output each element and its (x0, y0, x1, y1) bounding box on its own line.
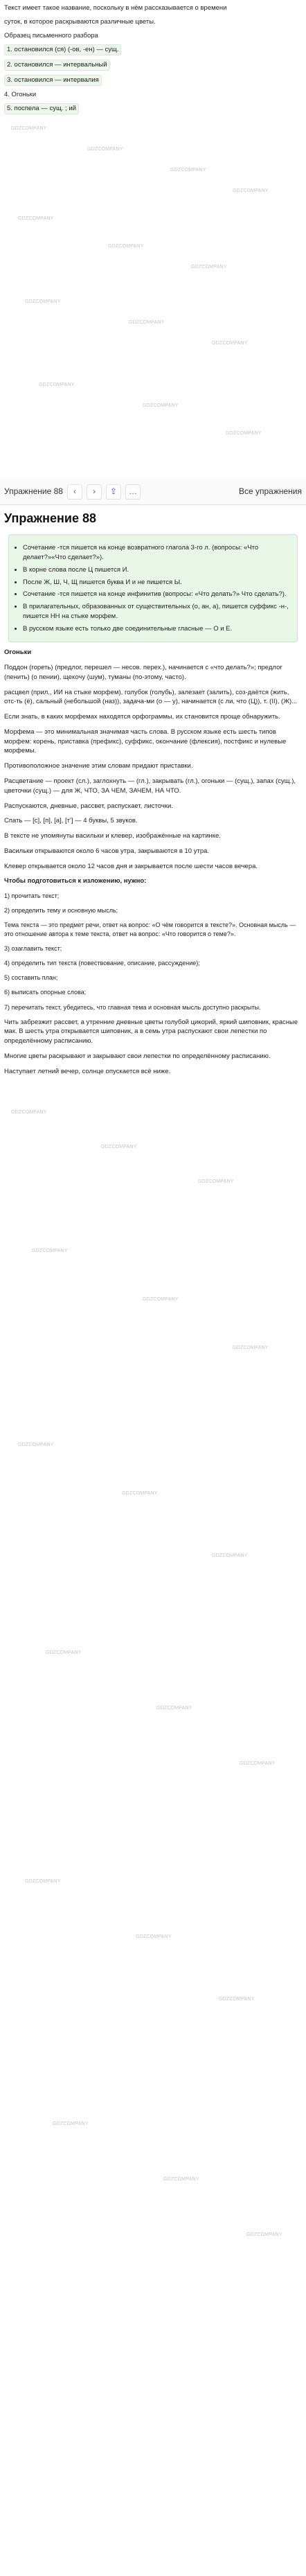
watermark: GDZCOMPANY (143, 403, 179, 409)
more-button[interactable]: … (125, 484, 141, 500)
paragraph: 3) озаглавить текст; (4, 945, 62, 953)
paragraph: Чить забрезжит рассвет, а утренние дневные цветы голубой цикорий, яркий шиповник, красные мак. В шесть утра открывается шиповник, а в семь утра распускают свои лепестки по определённому расписанию. (4, 1018, 298, 1046)
paragraph: Огоньки (4, 649, 32, 657)
watermark: GDZCOMPANY (25, 299, 61, 305)
watermark: GDZCOMPANY (240, 1761, 276, 1767)
watermark: GDZCOMPANY (219, 1997, 255, 2002)
paragraph: расцвел (прил., ИИ на стыке морфем), голубок (голубь), залезает (залить), соз-даётся (жить, отс-ть (ё), сальный (небольшой (наз)), задача-ми (о — у), начинается (с ли, что (Ц)), т. (II), (Ж)... (4, 688, 298, 706)
watermark: GDZCOMPANY (32, 1249, 68, 1254)
exercise-tabbar (0, 479, 306, 505)
header-line-1: Текст имеет такое название, поскольку в нём рассказывается о времени (4, 4, 227, 12)
watermark: GDZCOMPANY (212, 1553, 248, 1559)
watermark: GDZCOMPANY (156, 1706, 192, 1711)
watermark: GDZCOMPANY (11, 1110, 47, 1115)
paragraph: 2) определить тему и основную мысль; (4, 907, 118, 915)
parse-line-5 (4, 103, 302, 114)
rules-list (13, 543, 293, 633)
watermark: GDZCOMPANY (87, 147, 123, 152)
exercise-section (0, 509, 306, 2398)
watermark: GDZCOMPANY (25, 1879, 61, 1885)
watermark: GDZCOMPANY (226, 431, 262, 436)
watermark: GDZCOMPANY (170, 168, 206, 173)
rules-note (8, 534, 298, 642)
watermark: GDZCOMPANY (39, 382, 75, 388)
watermark: GDZCOMPANY (212, 341, 248, 346)
paragraph: Морфема — это минимальная значимая часть слова. В русском языке есть шесть типов морфем: корень, приставка (префикс), суффикс, окончание (флексия), постфикс и нулевые морфемы. (4, 727, 287, 755)
paragraph: 1) прочитать текст; (4, 892, 60, 900)
top-text-block (0, 0, 306, 479)
paragraph: Клевер открывается около 12 часов дня и закрывается после шести часов вечера. (4, 862, 258, 870)
all-exercises-link[interactable]: Все упражнения (238, 486, 302, 496)
header-line-2: суток, в которое раскрываются различные цветы. (4, 17, 156, 26)
parse-line-2-text: 2. остановился — интервальный (4, 60, 110, 71)
rule-item: • Сочетание -тся пишется на конце возвратного глагола 3-го л. (вопросы: «Что делает?»«Что сделает?»). (23, 543, 293, 563)
answer-text (4, 642, 302, 1076)
paragraph: Тема текста — это предмет речи, ответ на вопрос: «О чём говорится в тексте?». Основная мысль — это отношение автора к теме текста, ответ на вопрос: «Что говорится о теме?». (4, 921, 296, 938)
exercise-heading: Упражнение 88 (4, 511, 97, 526)
paragraph: В тексте не упомянуты васильки и клевер, изображённые на картинке. (4, 832, 221, 840)
parse-line-2 (4, 60, 302, 71)
tabbar-title: Упражнение 88 (4, 486, 63, 496)
back-button[interactable]: ‹ (67, 484, 82, 500)
paragraph: Спать — [с], [п], [а], [т'] — 4 буквы, 5 звуков. (4, 817, 138, 825)
parse-line-4-text: 4. Огоньки (4, 90, 37, 98)
watermark: GDZCOMPANY (46, 1650, 82, 1656)
rule-item: • В прилагательных, образованных от существительных (о, ан, а), пишется суффикс -н-, пишется НН на стыке морфем. (23, 602, 293, 621)
rule-item: • После Ж, Ш, Ч, Щ пишется буква И и не пишется Ы. (23, 578, 293, 588)
rule-item: • Сочетание -тся пишется на конце инфинитив (вопросы: «Что делать?» Что сделать?). (23, 590, 293, 599)
share-button[interactable]: ⇪ (106, 484, 121, 500)
parse-line-5-text: 5. поспела — сущ. ; ий (4, 103, 79, 114)
watermark: GDZCOMPANY (198, 1179, 234, 1185)
watermark: GDZCOMPANY (143, 1297, 179, 1303)
paragraph: Распускаются, дневные, рассвет, распускает, листочки. (4, 802, 173, 810)
header-line-3: Образец письменного разбора (4, 31, 98, 39)
watermark: GDZCOMPANY (18, 216, 54, 222)
forward-button[interactable]: › (87, 484, 102, 500)
paragraph: Многие цветы раскрывают и закрывают свои лепестки по определённому расписанию. (4, 1052, 271, 1060)
paragraph: Чтобы подготовиться к изложению, нужно: (4, 877, 147, 885)
watermark: GDZCOMPANY (246, 2232, 282, 2238)
watermark: GDZCOMPANY (101, 1145, 137, 1150)
dense-diagram-area (4, 118, 302, 479)
paragraph: 4) определить тип текста (повествование, описание, рассуждение); (4, 960, 200, 967)
paragraph: 5) составить план; (4, 974, 58, 982)
rule-item: • В русском языке есть только две соединительные гласные — О и Е. (23, 624, 293, 634)
parse-line-3 (4, 75, 302, 86)
watermark: GDZCOMPANY (11, 126, 47, 132)
paragraph: Поддон (гореть) (предлог, перешел — несов. перех.), начинается с «что делать?»; предлог (пенить) (о пении), щекочу (шум), туманы (по-этому, часто). (4, 664, 282, 681)
watermark: GDZCOMPANY (233, 188, 269, 194)
watermark: GDZCOMPANY (136, 1934, 172, 1940)
watermark: GDZCOMPANY (108, 244, 144, 249)
parse-line-1-text: 1. остановился (ся) (-ов, -ен) — сущ. (4, 44, 121, 55)
watermark: GDZCOMPANY (163, 2177, 199, 2182)
rule-item: • В корне слова после Ц пишется И. (23, 565, 293, 575)
watermark: GDZCOMPANY (191, 265, 227, 270)
watermark: GDZCOMPANY (233, 1346, 269, 1351)
paragraph: Васильки открываются около 6 часов утра, закрываются в 10 утра. (4, 847, 210, 855)
paragraph: Наступает летний вечер, солнце опускается всё ниже. (4, 1067, 171, 1075)
paragraph: 7) перечитать текст, убедитесь, что главная тема и основная мысль доступно раскрыты. (4, 1003, 261, 1011)
watermark: GDZCOMPANY (122, 1491, 158, 1497)
paragraph: Расцветание — проект (сл.), заглохнуть — (гл.), закрывать (гл.), огоньки — (сущ.), запах (сущ.), цветочки (сущ.) — для Ж, ЧТО, ЗА ЧЕМ, ЗАЧЕМ, НА ЧТО. (4, 777, 296, 795)
paragraph: 6) выписать опорные слова; (4, 989, 87, 996)
watermark: GDZCOMPANY (53, 2121, 89, 2127)
lower-watermarks (4, 1082, 302, 2398)
parse-line-3-text: 3. остановился — интервалия (4, 75, 102, 86)
watermark: GDZCOMPANY (18, 1443, 54, 1448)
watermark: GDZCOMPANY (129, 320, 165, 326)
paragraph: Если знать, в каких морфемах находятся орфограммы, их становится проще обнаружить. (4, 713, 280, 721)
parse-line-4 (4, 90, 302, 100)
paragraph: Противоположное значение этим словам придают приставки. (4, 762, 193, 770)
parse-line-1 (4, 44, 302, 55)
